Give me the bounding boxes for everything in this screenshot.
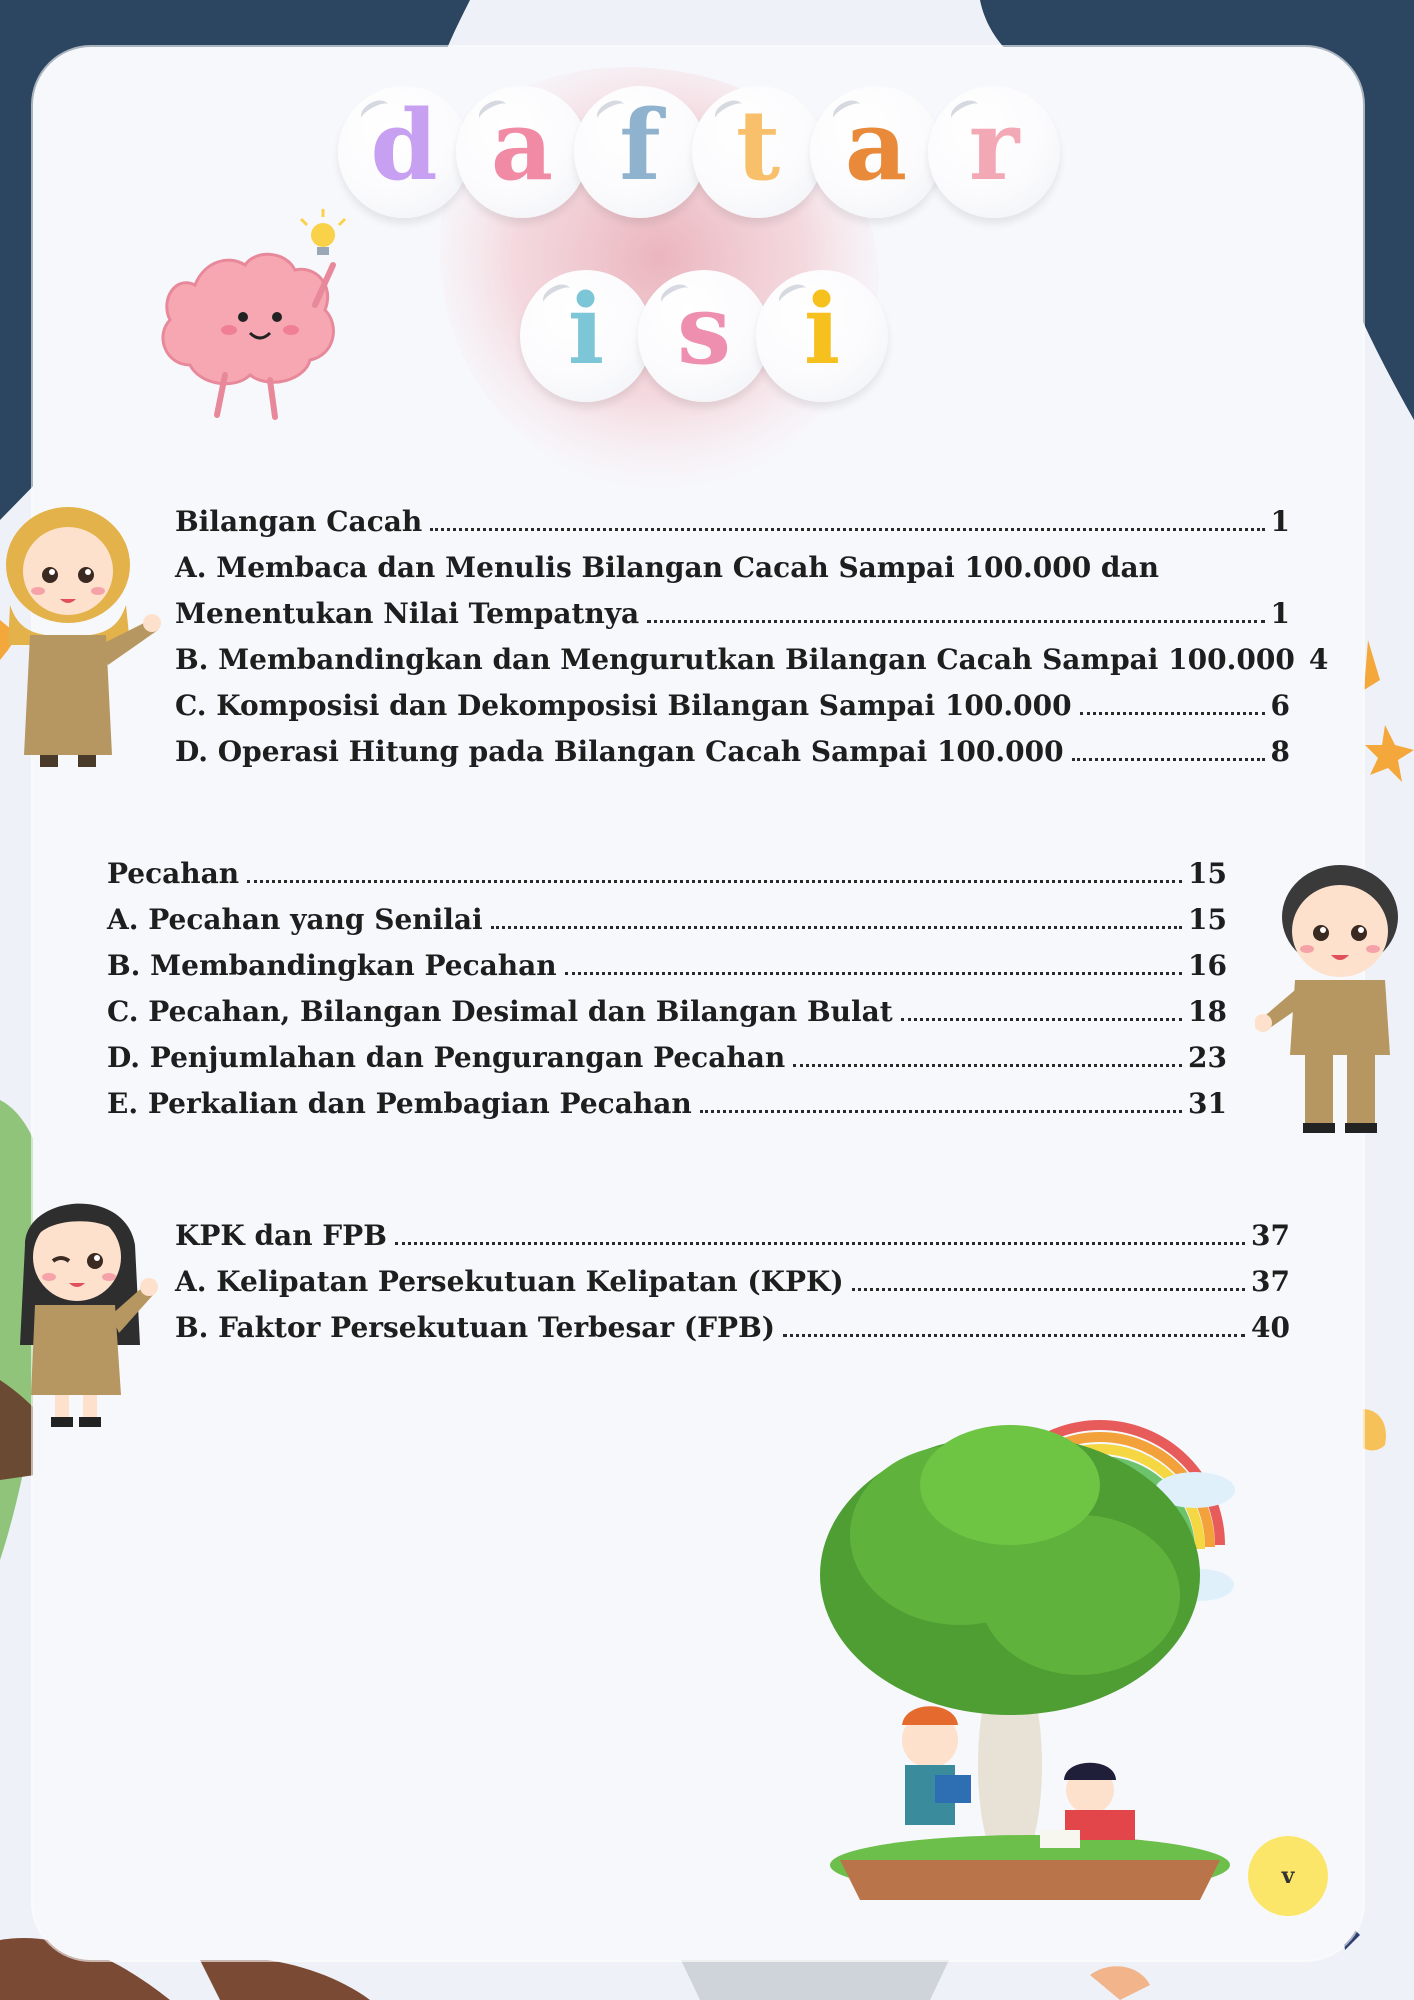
toc-heading[interactable]: [107, 857, 1227, 903]
toc-entry[interactable]: [175, 1265, 1290, 1311]
toc-leader-dots: [565, 972, 1182, 975]
title-letter-bubble: a: [456, 86, 588, 218]
toc-section-pecahan: [107, 857, 1227, 1133]
tree-rainbow-children-illustration: [800, 1405, 1260, 1910]
title-line-daftar: [338, 86, 1046, 218]
toc-page-number: 31: [1188, 1087, 1227, 1120]
title-letter-bubble: a: [810, 86, 942, 218]
toc-section-bilangan-cacah: [175, 505, 1329, 781]
toc-leader-dots: [793, 1064, 1182, 1067]
title-line-isi: [520, 270, 874, 402]
title-letter-bubble: s: [638, 270, 770, 402]
toc-entry[interactable]: [107, 949, 1227, 995]
toc-entry[interactable]: [107, 903, 1227, 949]
title-letter-bubble: d: [338, 86, 470, 218]
page-number-badge: v: [1248, 1836, 1328, 1916]
toc-entry[interactable]: [175, 689, 1290, 735]
toc-entry-label: E. Perkalian dan Pembagian Pecahan: [107, 1087, 692, 1120]
toc-leader-dots: [1080, 712, 1265, 715]
title-letter-bubble: i: [756, 270, 888, 402]
title-letter-bubble: r: [928, 86, 1060, 218]
toc-leader-dots: [395, 1242, 1245, 1245]
toc-leader-dots: [783, 1334, 1245, 1337]
toc-entry-label: C. Komposisi dan Dekomposisi Bilangan Sampai 100.000: [175, 689, 1072, 722]
toc-entry[interactable]: [175, 1311, 1290, 1357]
toc-page-number: 15: [1188, 903, 1227, 936]
teacher-boy-character: [1255, 855, 1414, 1135]
toc-entry-label: A. Kelipatan Persekutuan Kelipatan (KPK): [175, 1265, 844, 1298]
toc-entry[interactable]: [175, 735, 1290, 781]
toc-page-number: 8: [1270, 735, 1290, 768]
lightbulb-icon: [301, 209, 345, 255]
toc-page-number: 16: [1188, 949, 1227, 982]
toc-entry[interactable]: [175, 643, 1329, 689]
title-letter-bubble: f: [574, 86, 706, 218]
toc-page-number: 18: [1188, 995, 1227, 1028]
toc-page-number: 37: [1251, 1265, 1290, 1298]
brain-mascot-illustration: [155, 205, 365, 430]
teacher-hijab-character: [0, 505, 165, 775]
toc-heading-label: KPK dan FPB: [175, 1219, 387, 1252]
toc-entry[interactable]: [107, 1087, 1227, 1133]
toc-heading[interactable]: [175, 1219, 1290, 1265]
toc-entry-label: B. Membandingkan Pecahan: [107, 949, 557, 982]
toc-entry-label: B. Membandingkan dan Mengurutkan Bilangan Cacah Sampai 100.000: [175, 643, 1295, 676]
toc-page-number: 37: [1251, 1219, 1290, 1252]
toc-entry-label: A. Pecahan yang Senilai: [107, 903, 483, 936]
toc-entry-label: B. Faktor Persekutuan Terbesar (FPB): [175, 1311, 775, 1344]
toc-page-number: 6: [1270, 689, 1290, 722]
toc-leader-dots: [700, 1110, 1182, 1113]
toc-page-number: 1: [1270, 505, 1290, 538]
toc-leader-dots: [901, 1018, 1182, 1021]
toc-leader-dots: [647, 620, 1264, 623]
toc-section-kpk-fpb: [175, 1219, 1290, 1357]
toc-heading[interactable]: [175, 505, 1290, 551]
toc-page-number: 1: [1270, 597, 1290, 630]
toc-page-number: 15: [1188, 857, 1227, 890]
toc-page-number: 23: [1188, 1041, 1227, 1074]
toc-leader-dots: [430, 528, 1264, 531]
toc-entry[interactable]: [107, 995, 1227, 1041]
toc-page-number: 4: [1308, 643, 1329, 676]
toc-entry-label-cont: Menentukan Nilai Tempatnya: [175, 597, 640, 630]
toc-heading-label: Pecahan: [107, 857, 240, 890]
toc-page-number: 40: [1251, 1311, 1290, 1344]
toc-leader-dots: [852, 1288, 1245, 1291]
toc-entry[interactable]: [107, 1041, 1227, 1087]
toc-leader-dots: [491, 926, 1182, 929]
title-letter-bubble: i: [520, 270, 652, 402]
toc-entry[interactable]: [175, 597, 1290, 643]
toc-entry-label[interactable]: A. Membaca dan Menulis Bilangan Cacah Sampai 100.000 dan: [175, 551, 1160, 584]
toc-leader-dots: [1072, 758, 1265, 761]
toc-entry-label: C. Pecahan, Bilangan Desimal dan Bilangan Bulat: [107, 995, 893, 1028]
teacher-girl-character: [5, 1185, 160, 1430]
toc-entry-label: D. Operasi Hitung pada Bilangan Cacah Sampai 100.000: [175, 735, 1064, 768]
toc-heading-label: Bilangan Cacah: [175, 505, 423, 538]
toc-entry-label: D. Penjumlahan dan Pengurangan Pecahan: [107, 1041, 786, 1074]
toc-leader-dots: [247, 880, 1182, 883]
title-letter-bubble: t: [692, 86, 824, 218]
